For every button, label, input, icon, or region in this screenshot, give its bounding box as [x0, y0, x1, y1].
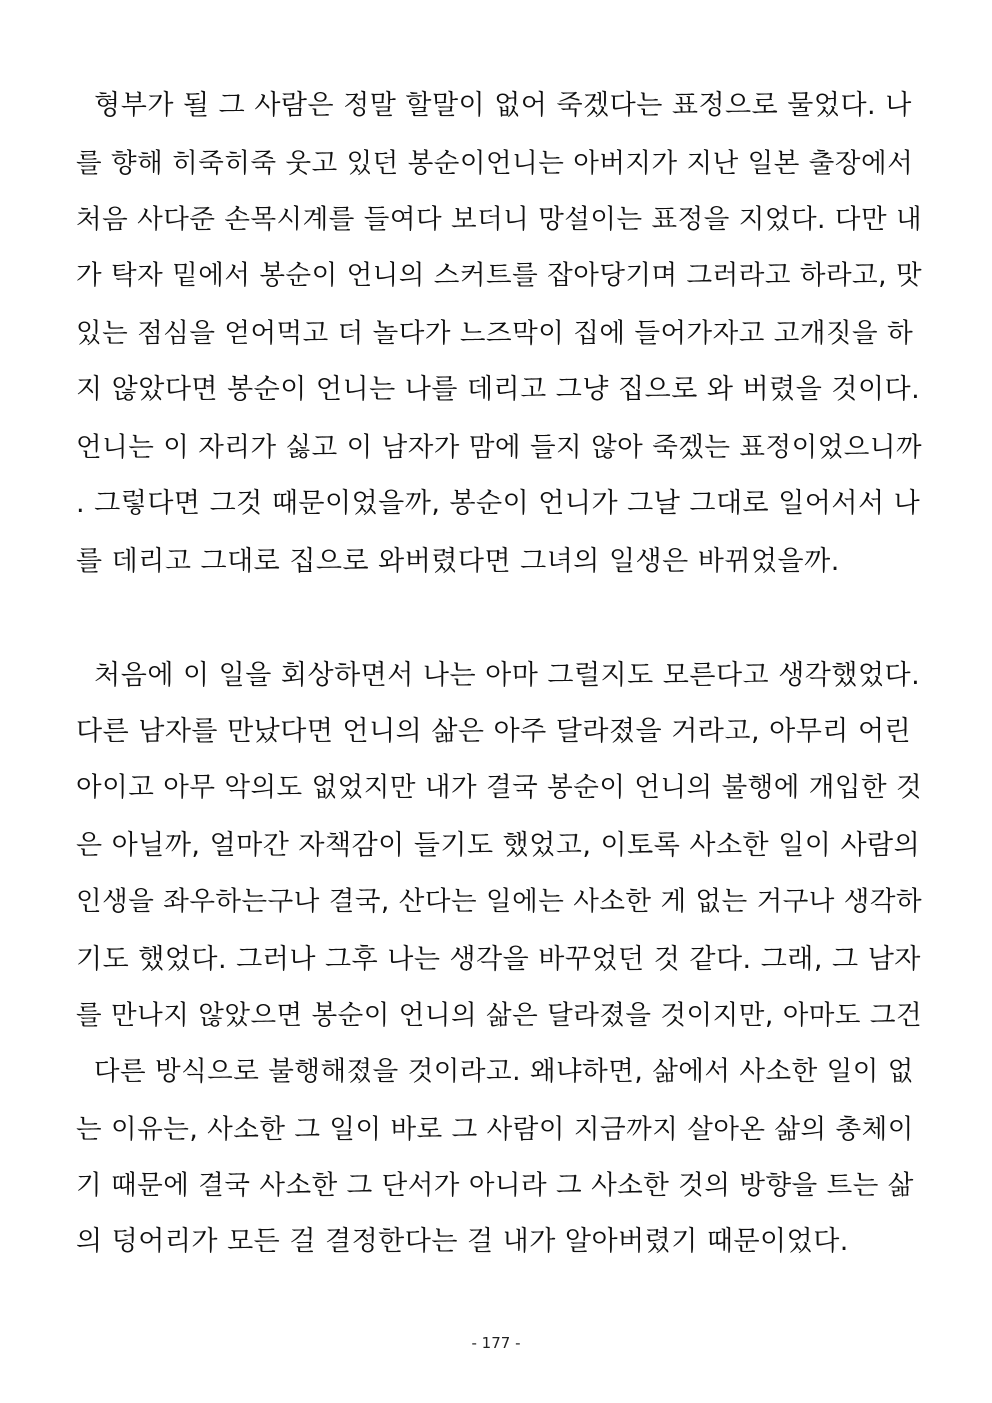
text-line: 기 때문에 결국 사소한 그 단서가 아니라 그 사소한 것의 방향을 트는 삶	[76, 1170, 914, 1201]
text-line: 형부가 될 그 사람은 정말 할말이 없어 죽겠다는 표정으로 물었다. 나	[76, 90, 912, 121]
text-line: . 그렇다면 그것 때문이었을까, 봉순이 언니가 그날 그대로 일어서서 나	[76, 488, 921, 519]
text-line: 가 탁자 밑에서 봉순이 언니의 스커트를 잡아당기며 그러라고 하라고, 맛	[76, 260, 923, 291]
text-line: 를 향해 히죽히죽 웃고 있던 봉순이언니는 아버지가 지난 일본 출장에서	[76, 148, 914, 179]
text-line: 다른 방식으로 불행해졌을 것이라고. 왜냐하면, 삶에서 사소한 일이 없	[76, 1056, 914, 1087]
text-line: 를 만나지 않았으면 봉순이 언니의 삶은 달라졌을 것이지만, 아마도 그건	[76, 1000, 923, 1031]
text-line: 는 이유는, 사소한 그 일이 바로 그 사람이 지금까지 살아온 삶의 총체이	[76, 1114, 914, 1145]
text-line: 를 데리고 그대로 집으로 와버렸다면 그녀의 일생은 바뀌었을까.	[76, 546, 840, 577]
text-line: 있는 점심을 얻어먹고 더 놀다가 느즈막이 집에 들어가자고 고개짓을 하	[76, 318, 914, 349]
text-line: 아이고 아무 악의도 없었지만 내가 결국 봉순이 언니의 불행에 개입한 것	[76, 772, 923, 803]
text-line: 인생을 좌우하는구나 결국, 산다는 일에는 사소한 게 없는 거구나 생각하	[76, 886, 923, 917]
text-line: 의 덩어리가 모든 걸 결정한다는 걸 내가 알아버렸기 때문이었다.	[76, 1226, 849, 1257]
text-line: 언니는 이 자리가 싫고 이 남자가 맘에 들지 않아 죽겠는 표정이었으니까	[76, 432, 923, 463]
text-line: 처음 사다준 손목시계를 들여다 보더니 망설이는 표정을 지었다. 다만 내	[76, 204, 923, 235]
text-line: 기도 했었다. 그러나 그후 나는 생각을 바꾸었던 것 같다. 그래, 그 남자	[76, 944, 921, 975]
page-number: - 177 -	[471, 1334, 521, 1352]
text-line: 다른 남자를 만났다면 언니의 삶은 아주 달라졌을 거라고, 아무리 어린	[76, 716, 912, 747]
text-line: 은 아닐까, 얼마간 자책감이 들기도 했었고, 이토록 사소한 일이 사람의	[76, 830, 921, 861]
text-line: 처음에 이 일을 회상하면서 나는 아마 그럴지도 모른다고 생각했었다.	[76, 660, 921, 691]
text-line: 지 않았다면 봉순이 언니는 나를 데리고 그냥 집으로 와 버렸을 것이다.	[76, 374, 921, 405]
